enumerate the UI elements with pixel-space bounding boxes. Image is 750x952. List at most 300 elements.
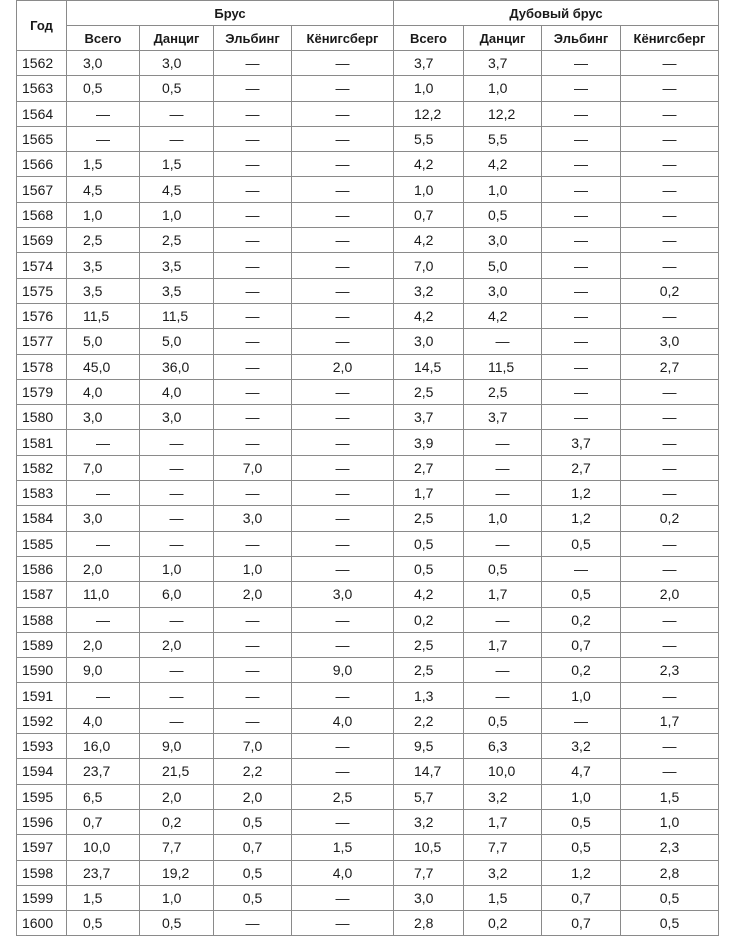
brus-konigsberg-cell: — <box>292 759 394 784</box>
oak-elbing-cell: 1,2 <box>542 481 621 506</box>
oak-elbing-cell: 0,5 <box>542 531 621 556</box>
oak-danzig-cell: 5,5 <box>464 126 542 151</box>
brus-total-cell: 2,5 <box>67 228 140 253</box>
brus-danzig-cell: 9,0 <box>140 734 214 759</box>
brus-total-cell: — <box>67 126 140 151</box>
brus-danzig-cell: — <box>140 506 214 531</box>
brus-elbing-cell: 0,5 <box>214 809 292 834</box>
brus-konigsberg-cell: 1,5 <box>292 835 394 860</box>
oak-konigsberg-cell: — <box>621 734 719 759</box>
table-row <box>17 101 719 126</box>
oak-konigsberg-cell: — <box>621 759 719 784</box>
oak-konigsberg-cell: 1,5 <box>621 784 719 809</box>
oak-total-cell: 0,7 <box>394 202 464 227</box>
year-cell: 1574 <box>17 253 67 278</box>
oak-total-cell: 2,5 <box>394 506 464 531</box>
oak-elbing-cell: — <box>542 126 621 151</box>
subheader-konigsberg: Кёнигсберг <box>292 26 394 51</box>
brus-total-cell: 2,0 <box>67 632 140 657</box>
brus-danzig-cell: 7,7 <box>140 835 214 860</box>
brus-konigsberg-cell: — <box>292 683 394 708</box>
oak-danzig-cell: 0,5 <box>464 202 542 227</box>
oak-danzig-cell: 11,5 <box>464 354 542 379</box>
oak-total-cell: 4,2 <box>394 152 464 177</box>
oak-elbing-cell: 1,2 <box>542 506 621 531</box>
oak-elbing-cell: — <box>542 354 621 379</box>
oak-total-cell: 4,2 <box>394 228 464 253</box>
brus-total-cell: 6,5 <box>67 784 140 809</box>
table-row <box>17 911 719 936</box>
brus-konigsberg-cell: — <box>292 911 394 936</box>
year-cell: 1586 <box>17 556 67 581</box>
table-row <box>17 658 719 683</box>
oak-elbing-cell: 0,2 <box>542 607 621 632</box>
oak-danzig-cell: — <box>464 658 542 683</box>
oak-elbing-cell: — <box>542 228 621 253</box>
table-row <box>17 632 719 657</box>
oak-elbing-cell: 2,7 <box>542 455 621 480</box>
year-cell: 1584 <box>17 506 67 531</box>
year-cell: 1564 <box>17 101 67 126</box>
brus-total-cell: 4,0 <box>67 708 140 733</box>
oak-konigsberg-cell: — <box>621 405 719 430</box>
brus-konigsberg-cell: — <box>292 228 394 253</box>
brus-konigsberg-cell: — <box>292 430 394 455</box>
brus-elbing-cell: — <box>214 76 292 101</box>
subheader-elbing: Эльбинг <box>214 26 292 51</box>
table-row <box>17 76 719 101</box>
oak-konigsberg-cell: — <box>621 152 719 177</box>
oak-konigsberg-cell: 0,5 <box>621 911 719 936</box>
brus-danzig-cell: 36,0 <box>140 354 214 379</box>
year-cell: 1577 <box>17 329 67 354</box>
oak-total-cell: 1,0 <box>394 177 464 202</box>
oak-elbing-cell: — <box>542 303 621 328</box>
oak-danzig-cell: — <box>464 430 542 455</box>
year-cell: 1569 <box>17 228 67 253</box>
brus-elbing-cell: 2,0 <box>214 582 292 607</box>
oak-konigsberg-cell: 1,0 <box>621 809 719 834</box>
brus-elbing-cell: — <box>214 228 292 253</box>
oak-total-cell: 3,7 <box>394 405 464 430</box>
oak-total-cell: 3,0 <box>394 885 464 910</box>
year-cell: 1566 <box>17 152 67 177</box>
subheader-konigsberg: Кёнигсберг <box>621 26 719 51</box>
table-row <box>17 303 719 328</box>
brus-konigsberg-cell: — <box>292 607 394 632</box>
brus-konigsberg-cell: — <box>292 506 394 531</box>
oak-total-cell: 0,2 <box>394 607 464 632</box>
brus-total-cell: 0,7 <box>67 809 140 834</box>
oak-elbing-cell: — <box>542 278 621 303</box>
oak-danzig-cell: 10,0 <box>464 759 542 784</box>
year-cell: 1581 <box>17 430 67 455</box>
oak-konigsberg-cell: — <box>621 430 719 455</box>
year-cell: 1563 <box>17 76 67 101</box>
brus-elbing-cell: 0,5 <box>214 885 292 910</box>
brus-total-cell: 1,0 <box>67 202 140 227</box>
year-cell: 1578 <box>17 354 67 379</box>
brus-total-cell: 23,7 <box>67 860 140 885</box>
oak-danzig-cell: — <box>464 481 542 506</box>
oak-konigsberg-cell: 2,0 <box>621 582 719 607</box>
brus-elbing-cell: — <box>214 430 292 455</box>
brus-elbing-cell: — <box>214 278 292 303</box>
brus-elbing-cell: — <box>214 354 292 379</box>
table-row <box>17 51 719 76</box>
brus-konigsberg-cell: 4,0 <box>292 860 394 885</box>
brus-danzig-cell: 11,5 <box>140 303 214 328</box>
table-row <box>17 784 719 809</box>
table-row <box>17 152 719 177</box>
oak-danzig-cell: 1,7 <box>464 809 542 834</box>
brus-elbing-cell: 3,0 <box>214 506 292 531</box>
table-row <box>17 481 719 506</box>
oak-danzig-cell: 0,2 <box>464 911 542 936</box>
brus-konigsberg-cell: — <box>292 101 394 126</box>
year-cell: 1590 <box>17 658 67 683</box>
table-row <box>17 329 719 354</box>
brus-elbing-cell: — <box>214 101 292 126</box>
brus-total-cell: 3,0 <box>67 51 140 76</box>
table-row <box>17 228 719 253</box>
oak-elbing-cell: — <box>542 177 621 202</box>
year-cell: 1593 <box>17 734 67 759</box>
brus-total-cell: 5,0 <box>67 329 140 354</box>
oak-konigsberg-cell: — <box>621 202 719 227</box>
brus-total-cell: 3,5 <box>67 278 140 303</box>
brus-total-cell: — <box>67 531 140 556</box>
oak-danzig-cell: 4,2 <box>464 303 542 328</box>
oak-total-cell: 2,5 <box>394 658 464 683</box>
year-cell: 1599 <box>17 885 67 910</box>
oak-total-cell: 3,9 <box>394 430 464 455</box>
oak-konigsberg-cell: — <box>621 455 719 480</box>
oak-danzig-cell: 6,3 <box>464 734 542 759</box>
oak-danzig-cell: 7,7 <box>464 835 542 860</box>
oak-elbing-cell: 0,5 <box>542 582 621 607</box>
oak-danzig-cell: — <box>464 455 542 480</box>
oak-total-cell: 3,7 <box>394 51 464 76</box>
oak-total-cell: 14,7 <box>394 759 464 784</box>
brus-konigsberg-cell: — <box>292 632 394 657</box>
oak-danzig-cell: 1,7 <box>464 582 542 607</box>
brus-konigsberg-cell: — <box>292 885 394 910</box>
year-cell: 1582 <box>17 455 67 480</box>
oak-elbing-cell: 4,7 <box>542 759 621 784</box>
oak-total-cell: 4,2 <box>394 582 464 607</box>
oak-danzig-cell: 4,2 <box>464 152 542 177</box>
brus-elbing-cell: — <box>214 379 292 404</box>
oak-total-cell: 2,5 <box>394 379 464 404</box>
oak-elbing-cell: — <box>542 556 621 581</box>
brus-total-cell: 4,0 <box>67 379 140 404</box>
oak-danzig-cell: 1,5 <box>464 885 542 910</box>
table-row <box>17 582 719 607</box>
brus-total-cell: — <box>67 607 140 632</box>
oak-elbing-cell: — <box>542 405 621 430</box>
brus-danzig-cell: 1,0 <box>140 556 214 581</box>
oak-danzig-cell: 0,5 <box>464 708 542 733</box>
oak-elbing-cell: 0,5 <box>542 809 621 834</box>
oak-danzig-cell: 1,0 <box>464 76 542 101</box>
oak-danzig-cell: 3,7 <box>464 51 542 76</box>
oak-konigsberg-cell: 0,5 <box>621 885 719 910</box>
table-row <box>17 809 719 834</box>
brus-total-cell: 45,0 <box>67 354 140 379</box>
oak-konigsberg-cell: — <box>621 253 719 278</box>
brus-elbing-cell: — <box>214 253 292 278</box>
oak-danzig-cell: — <box>464 607 542 632</box>
oak-elbing-cell: 0,7 <box>542 911 621 936</box>
brus-total-cell: — <box>67 683 140 708</box>
oak-total-cell: 0,5 <box>394 531 464 556</box>
brus-elbing-cell: — <box>214 405 292 430</box>
oak-elbing-cell: 0,5 <box>542 835 621 860</box>
oak-konigsberg-cell: — <box>621 303 719 328</box>
oak-konigsberg-cell: — <box>621 632 719 657</box>
oak-danzig-cell: 12,2 <box>464 101 542 126</box>
brus-danzig-cell: 0,5 <box>140 911 214 936</box>
oak-danzig-cell: 1,7 <box>464 632 542 657</box>
brus-total-cell: 10,0 <box>67 835 140 860</box>
oak-danzig-cell: 1,0 <box>464 506 542 531</box>
table-row <box>17 126 719 151</box>
brus-total-cell: 3,0 <box>67 506 140 531</box>
brus-konigsberg-cell: — <box>292 278 394 303</box>
brus-konigsberg-cell: 2,5 <box>292 784 394 809</box>
group-header-brus: Брус <box>67 1 394 26</box>
brus-elbing-cell: — <box>214 303 292 328</box>
table-row <box>17 177 719 202</box>
brus-total-cell: 0,5 <box>67 76 140 101</box>
oak-total-cell: 1,0 <box>394 76 464 101</box>
brus-konigsberg-cell: — <box>292 253 394 278</box>
oak-total-cell: 5,5 <box>394 126 464 151</box>
oak-konigsberg-cell: — <box>621 607 719 632</box>
year-cell: 1596 <box>17 809 67 834</box>
brus-total-cell: 1,5 <box>67 152 140 177</box>
oak-konigsberg-cell: 2,3 <box>621 835 719 860</box>
oak-elbing-cell: 1,0 <box>542 683 621 708</box>
oak-konigsberg-cell: 0,2 <box>621 278 719 303</box>
subheader-elbing: Эльбинг <box>542 26 621 51</box>
brus-danzig-cell: 3,5 <box>140 278 214 303</box>
oak-total-cell: 1,7 <box>394 481 464 506</box>
oak-elbing-cell: — <box>542 51 621 76</box>
oak-konigsberg-cell: — <box>621 51 719 76</box>
year-cell: 1588 <box>17 607 67 632</box>
brus-elbing-cell: 7,0 <box>214 455 292 480</box>
oak-danzig-cell: — <box>464 329 542 354</box>
year-cell: 1567 <box>17 177 67 202</box>
year-cell: 1568 <box>17 202 67 227</box>
table-row <box>17 531 719 556</box>
brus-total-cell: 0,5 <box>67 911 140 936</box>
oak-total-cell: 9,5 <box>394 734 464 759</box>
oak-danzig-cell: 3,0 <box>464 228 542 253</box>
oak-elbing-cell: — <box>542 76 621 101</box>
brus-elbing-cell: — <box>214 683 292 708</box>
brus-elbing-cell: 2,2 <box>214 759 292 784</box>
brus-konigsberg-cell: — <box>292 202 394 227</box>
brus-konigsberg-cell: — <box>292 809 394 834</box>
oak-elbing-cell: — <box>542 152 621 177</box>
brus-konigsberg-cell: — <box>292 379 394 404</box>
brus-konigsberg-cell: — <box>292 734 394 759</box>
year-cell: 1591 <box>17 683 67 708</box>
oak-konigsberg-cell: — <box>621 531 719 556</box>
brus-elbing-cell: — <box>214 911 292 936</box>
brus-konigsberg-cell: 9,0 <box>292 658 394 683</box>
brus-danzig-cell: 1,0 <box>140 202 214 227</box>
year-cell: 1579 <box>17 379 67 404</box>
brus-elbing-cell: — <box>214 126 292 151</box>
brus-danzig-cell: — <box>140 607 214 632</box>
oak-konigsberg-cell: 0,2 <box>621 506 719 531</box>
brus-total-cell: — <box>67 101 140 126</box>
oak-total-cell: 1,3 <box>394 683 464 708</box>
table-row <box>17 835 719 860</box>
timber-table-container <box>16 0 718 936</box>
oak-konigsberg-cell: 2,8 <box>621 860 719 885</box>
brus-total-cell: 11,0 <box>67 582 140 607</box>
brus-danzig-cell: 2,0 <box>140 784 214 809</box>
brus-danzig-cell: — <box>140 455 214 480</box>
brus-danzig-cell: — <box>140 126 214 151</box>
table-body <box>17 51 719 936</box>
brus-konigsberg-cell: — <box>292 405 394 430</box>
oak-elbing-cell: 0,7 <box>542 885 621 910</box>
table-row <box>17 379 719 404</box>
brus-danzig-cell: 0,2 <box>140 809 214 834</box>
brus-konigsberg-cell: — <box>292 76 394 101</box>
year-cell: 1576 <box>17 303 67 328</box>
subheader-total: Всего <box>394 26 464 51</box>
oak-elbing-cell: 1,0 <box>542 784 621 809</box>
table-row <box>17 506 719 531</box>
table-row <box>17 278 719 303</box>
year-cell: 1597 <box>17 835 67 860</box>
oak-konigsberg-cell: — <box>621 683 719 708</box>
year-cell: 1583 <box>17 481 67 506</box>
year-cell: 1565 <box>17 126 67 151</box>
brus-konigsberg-cell: 4,0 <box>292 708 394 733</box>
oak-total-cell: 3,0 <box>394 329 464 354</box>
table-row <box>17 430 719 455</box>
brus-total-cell: 16,0 <box>67 734 140 759</box>
table-row <box>17 607 719 632</box>
brus-elbing-cell: — <box>214 329 292 354</box>
oak-total-cell: 2,2 <box>394 708 464 733</box>
oak-danzig-cell: 5,0 <box>464 253 542 278</box>
oak-total-cell: 10,5 <box>394 835 464 860</box>
brus-konigsberg-cell: 2,0 <box>292 354 394 379</box>
table-row <box>17 202 719 227</box>
oak-total-cell: 14,5 <box>394 354 464 379</box>
brus-danzig-cell: 5,0 <box>140 329 214 354</box>
oak-konigsberg-cell: 2,3 <box>621 658 719 683</box>
brus-danzig-cell: 3,0 <box>140 405 214 430</box>
year-cell: 1594 <box>17 759 67 784</box>
brus-danzig-cell: 4,5 <box>140 177 214 202</box>
year-cell: 1600 <box>17 911 67 936</box>
oak-danzig-cell: — <box>464 531 542 556</box>
oak-elbing-cell: — <box>542 202 621 227</box>
table-row <box>17 885 719 910</box>
oak-konigsberg-cell: — <box>621 76 719 101</box>
oak-total-cell: 4,2 <box>394 303 464 328</box>
oak-total-cell: 3,2 <box>394 278 464 303</box>
brus-danzig-cell: 19,2 <box>140 860 214 885</box>
oak-total-cell: 5,7 <box>394 784 464 809</box>
year-cell: 1580 <box>17 405 67 430</box>
brus-danzig-cell: — <box>140 658 214 683</box>
brus-konigsberg-cell: — <box>292 531 394 556</box>
oak-total-cell: 2,5 <box>394 632 464 657</box>
brus-konigsberg-cell: — <box>292 152 394 177</box>
oak-total-cell: 7,7 <box>394 860 464 885</box>
brus-danzig-cell: — <box>140 531 214 556</box>
table-row <box>17 354 719 379</box>
oak-elbing-cell: — <box>542 101 621 126</box>
oak-elbing-cell: — <box>542 329 621 354</box>
brus-total-cell: 1,5 <box>67 885 140 910</box>
brus-danzig-cell: — <box>140 101 214 126</box>
subheader-total: Всего <box>67 26 140 51</box>
brus-total-cell: 4,5 <box>67 177 140 202</box>
year-cell: 1598 <box>17 860 67 885</box>
brus-elbing-cell: — <box>214 607 292 632</box>
brus-danzig-cell: 2,0 <box>140 632 214 657</box>
oak-konigsberg-cell: 1,7 <box>621 708 719 733</box>
brus-elbing-cell: 2,0 <box>214 784 292 809</box>
brus-danzig-cell: 3,5 <box>140 253 214 278</box>
brus-danzig-cell: 6,0 <box>140 582 214 607</box>
year-cell: 1589 <box>17 632 67 657</box>
brus-konigsberg-cell: 3,0 <box>292 582 394 607</box>
year-cell: 1587 <box>17 582 67 607</box>
year-cell: 1562 <box>17 51 67 76</box>
table-row <box>17 253 719 278</box>
table-row <box>17 556 719 581</box>
brus-konigsberg-cell: — <box>292 481 394 506</box>
brus-danzig-cell: 1,5 <box>140 152 214 177</box>
oak-total-cell: 2,8 <box>394 911 464 936</box>
brus-elbing-cell: — <box>214 481 292 506</box>
oak-elbing-cell: — <box>542 253 621 278</box>
oak-total-cell: 0,5 <box>394 556 464 581</box>
brus-danzig-cell: 0,5 <box>140 76 214 101</box>
brus-danzig-cell: 4,0 <box>140 379 214 404</box>
table-row <box>17 455 719 480</box>
oak-elbing-cell: 0,7 <box>542 632 621 657</box>
brus-danzig-cell: — <box>140 430 214 455</box>
table-row <box>17 405 719 430</box>
brus-elbing-cell: — <box>214 152 292 177</box>
brus-danzig-cell: — <box>140 683 214 708</box>
timber-export-table <box>16 0 719 936</box>
oak-elbing-cell: — <box>542 708 621 733</box>
oak-total-cell: 12,2 <box>394 101 464 126</box>
oak-danzig-cell: 1,0 <box>464 177 542 202</box>
brus-konigsberg-cell: — <box>292 329 394 354</box>
brus-elbing-cell: — <box>214 658 292 683</box>
oak-konigsberg-cell: — <box>621 228 719 253</box>
year-cell: 1592 <box>17 708 67 733</box>
oak-total-cell: 2,7 <box>394 455 464 480</box>
brus-elbing-cell: 1,0 <box>214 556 292 581</box>
